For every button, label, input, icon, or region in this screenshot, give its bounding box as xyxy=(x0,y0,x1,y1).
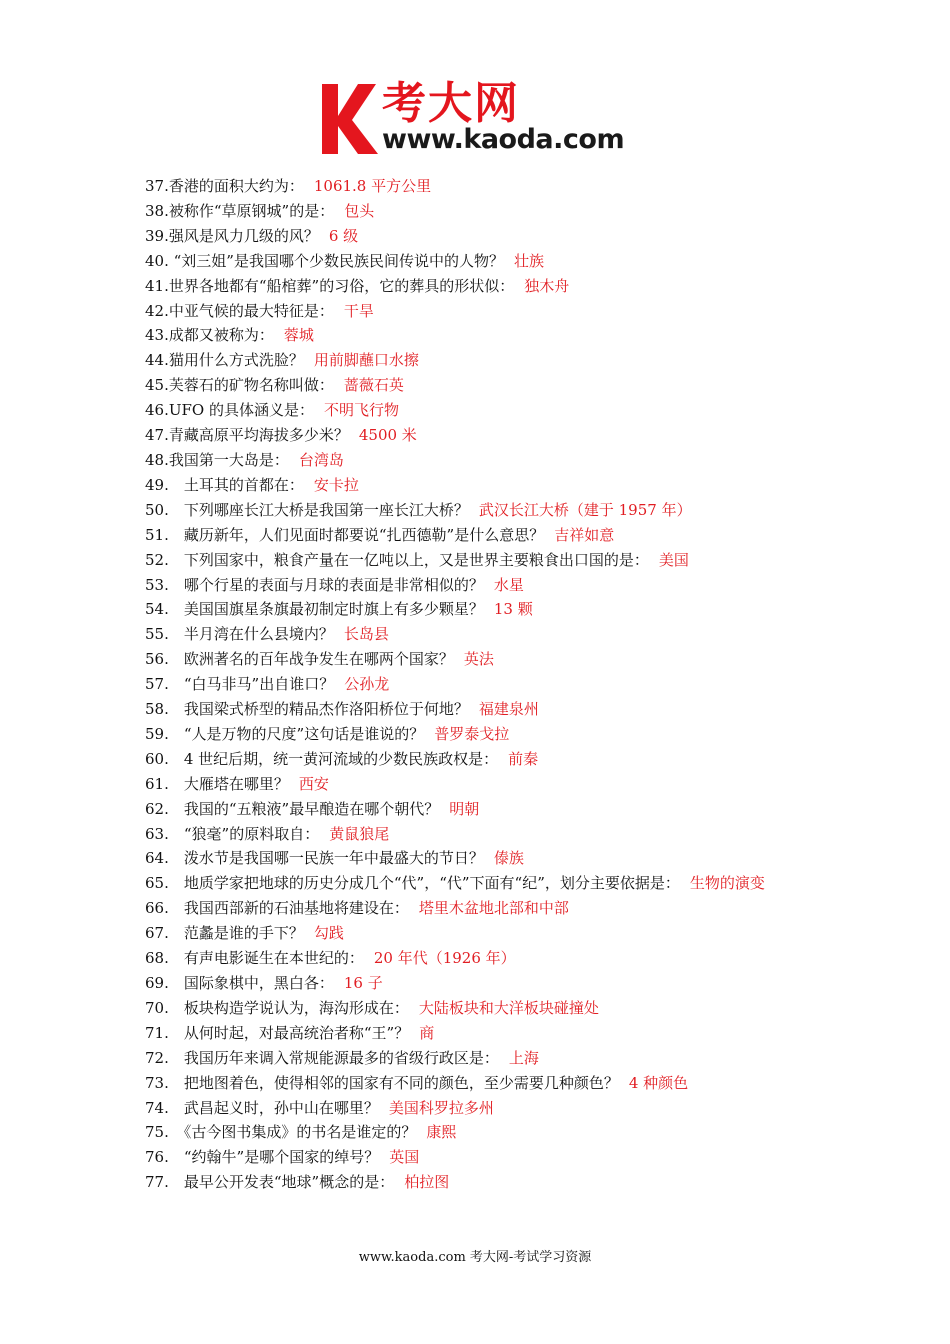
list-item xyxy=(145,1096,813,1121)
list-item xyxy=(145,1021,813,1046)
question-text: 63. “狼毫”的原料取自： xyxy=(145,824,320,843)
list-item xyxy=(145,1170,813,1195)
question-text: 70. 板块构造学说认为，海沟形成在： xyxy=(145,998,409,1017)
answer-text: 公孙龙 xyxy=(344,675,390,694)
answer-text: 上海 xyxy=(508,1048,539,1067)
question-text: 54. 美国国旗星条旗最初制定时旗上有多少颗星？ xyxy=(145,600,484,619)
question-text: 71. 从何时起，对最高统治者称“王”？ xyxy=(145,1023,410,1042)
answer-text: 商 xyxy=(419,1023,435,1042)
list-item xyxy=(145,896,813,921)
answer-text: 安卡拉 xyxy=(313,475,359,494)
answer-text: 柏拉图 xyxy=(404,1173,450,1192)
list-item xyxy=(145,323,813,348)
question-text: 50. 下列哪座长江大桥是我国第一座长江大桥？ xyxy=(145,500,469,519)
list-item xyxy=(145,473,813,498)
list-item xyxy=(145,747,813,772)
list-item xyxy=(145,622,813,647)
answer-text: 6 级 xyxy=(328,226,359,245)
answer-text: 不明飞行物 xyxy=(323,401,399,420)
kaoda-logo xyxy=(318,78,638,160)
logo-url: www.kaoda.com xyxy=(382,124,625,155)
answer-text: 水星 xyxy=(493,575,524,594)
answer-text: 包头 xyxy=(344,201,375,220)
question-text: 43.成都又被称为： xyxy=(145,326,274,345)
answer-text: 4 种颜色 xyxy=(628,1073,689,1092)
answer-text: 普罗泰戈拉 xyxy=(434,724,510,743)
question-text: 76. “约翰牛”是哪个国家的绰号？ xyxy=(145,1148,380,1167)
logo-chinese-name: 考大网 xyxy=(382,78,520,129)
list-item xyxy=(145,199,813,224)
list-item xyxy=(145,1120,813,1145)
list-item xyxy=(145,448,813,473)
list-item xyxy=(145,722,813,747)
list-item xyxy=(145,871,813,896)
question-text: 40. “刘三姐”是我国哪个少数民族民间传说中的人物？ xyxy=(145,251,504,270)
question-text: 64. 泼水节是我国哪一民族一年中最盛大的节日？ xyxy=(145,849,484,868)
answer-text: 明朝 xyxy=(449,799,480,818)
list-item xyxy=(145,647,813,672)
list-item xyxy=(145,1145,813,1170)
question-text: 49. 土耳其的首都在： xyxy=(145,475,304,494)
answer-text: 英国 xyxy=(389,1148,420,1167)
question-text: 61. 大雁塔在哪里？ xyxy=(145,774,289,793)
list-item xyxy=(145,423,813,448)
question-text: 51. 藏历新年，人们见面时都要说“扎西德勒”是什么意思？ xyxy=(145,525,545,544)
list-item xyxy=(145,274,813,299)
answer-text: 美国 xyxy=(658,550,689,569)
question-text: 46.UFO 的具体涵义是： xyxy=(145,401,314,420)
question-text: 62. 我国的“五粮液”最早酿造在哪个朝代？ xyxy=(145,799,440,818)
answer-text: 蓉城 xyxy=(283,326,314,345)
answer-text: 西安 xyxy=(298,774,329,793)
list-item xyxy=(145,772,813,797)
question-text: 44.猫用什么方式洗脸？ xyxy=(145,351,304,370)
answer-text: 美国科罗拉多州 xyxy=(388,1098,494,1117)
question-text: 58. 我国梁式桥型的精品杰作洛阳桥位于何地？ xyxy=(145,700,469,719)
question-text: 42.中亚气候的最大特征是： xyxy=(145,301,334,320)
question-text: 37.香港的面积大约为： xyxy=(145,177,304,195)
answer-text: 福建泉州 xyxy=(478,700,539,719)
list-item xyxy=(145,946,813,971)
list-item xyxy=(145,249,813,274)
answer-text: 长岛县 xyxy=(343,625,389,644)
question-text: 53. 哪个行星的表面与月球的表面是非常相似的？ xyxy=(145,575,484,594)
question-text: 77. 最早公开发表“地球”概念的是： xyxy=(145,1173,395,1192)
question-text: 65. 地质学家把地球的历史分成几个“代”，“代”下面有“纪”，划分主要依据是： xyxy=(145,874,680,893)
answer-text: 生物的演变 xyxy=(689,874,765,893)
question-text: 57. “白马非马”出自谁口？ xyxy=(145,675,335,694)
list-item xyxy=(145,1046,813,1071)
question-text: 67. 范蠡是谁的手下？ xyxy=(145,924,304,943)
question-text: 56. 欧洲著名的百年战争发生在哪两个国家？ xyxy=(145,650,454,669)
list-item xyxy=(145,174,813,199)
list-item xyxy=(145,398,813,423)
answer-text: 黄鼠狼尾 xyxy=(329,824,390,843)
answer-text: 4500 米 xyxy=(358,426,417,445)
answer-text: 康熙 xyxy=(426,1123,457,1142)
list-item xyxy=(145,523,813,548)
list-item xyxy=(145,348,813,373)
question-text: 74. 武昌起义时，孙中山在哪里？ xyxy=(145,1098,379,1117)
question-text: 75. 《古今图书集成》的书名是谁定的？ xyxy=(145,1123,417,1142)
list-item xyxy=(145,996,813,1021)
question-text: 60. 4 世纪后期，统一黄河流域的少数民族政权是： xyxy=(145,749,499,768)
question-text: 52. 下列国家中，粮食产量在一亿吨以上，又是世界主要粮食出口国的是： xyxy=(145,550,649,569)
answer-text: 塔里木盆地北部和中部 xyxy=(418,899,569,918)
list-item xyxy=(145,373,813,398)
list-item xyxy=(145,971,813,996)
list-item xyxy=(145,921,813,946)
answer-text: 武汉长江大桥（建于 1957 年） xyxy=(478,500,692,519)
list-item xyxy=(145,573,813,598)
question-text: 72. 我国历年来调入常规能源最多的省级行政区是： xyxy=(145,1048,499,1067)
answer-text: 吉祥如意 xyxy=(554,525,615,544)
answer-text: 20 年代（1926 年） xyxy=(373,949,516,968)
list-item xyxy=(145,224,813,249)
answer-text: 独木舟 xyxy=(524,276,570,295)
question-text: 41.世界各地都有“船棺葬”的习俗，它的葬具的形状似： xyxy=(145,276,515,295)
answer-text: 1061.8 平方公里 xyxy=(313,177,432,195)
answer-text: 勾践 xyxy=(313,924,344,943)
answer-text: 英法 xyxy=(463,650,494,669)
page-footer: www.kaoda.com 考大网-考试学习资源 xyxy=(358,1250,592,1265)
question-text: 73. 把地图着色，使得相邻的国家有不同的颜色，至少需要几种颜色？ xyxy=(145,1073,619,1092)
answer-text: 壮族 xyxy=(513,251,544,270)
answer-text: 用前脚蘸口水擦 xyxy=(313,351,419,370)
question-text: 69. 国际象棋中，黑白各： xyxy=(145,974,334,992)
answer-text: 13 颗 xyxy=(493,600,533,619)
question-answer-list xyxy=(145,174,813,1195)
answer-text: 前秦 xyxy=(508,749,539,768)
question-text: 47.青藏高原平均海拔多少米？ xyxy=(145,426,349,445)
answer-text: 蔷薇石英 xyxy=(343,376,404,395)
question-text: 48.我国第一大岛是： xyxy=(145,450,289,469)
list-item xyxy=(145,548,813,573)
list-item xyxy=(145,672,813,697)
list-item xyxy=(145,498,813,523)
question-text: 38.被称作“草原钢城”的是： xyxy=(145,201,335,220)
answer-text: 干旱 xyxy=(343,301,374,320)
list-item xyxy=(145,1071,813,1096)
question-text: 68. 有声电影诞生在本世纪的： xyxy=(145,949,364,968)
question-text: 59. “人是万物的尺度”这句话是谁说的？ xyxy=(145,724,425,743)
question-text: 45.芙蓉石的矿物名称叫做： xyxy=(145,376,334,395)
list-item xyxy=(145,299,813,324)
answer-text: 傣族 xyxy=(493,849,524,868)
answer-text: 大陆板块和大洋板块碰撞处 xyxy=(418,998,599,1017)
list-item xyxy=(145,797,813,822)
answer-text: 16 子 xyxy=(343,974,383,992)
list-item xyxy=(145,822,813,847)
list-item xyxy=(145,846,813,871)
question-text: 66. 我国西部新的石油基地将建设在： xyxy=(145,899,409,918)
k-logo-icon xyxy=(318,82,382,156)
question-text: 55. 半月湾在什么县境内？ xyxy=(145,625,334,644)
answer-text: 台湾岛 xyxy=(298,450,344,469)
list-item xyxy=(145,597,813,622)
list-item xyxy=(145,697,813,722)
question-text: 39.强风是风力几级的风？ xyxy=(145,226,319,245)
